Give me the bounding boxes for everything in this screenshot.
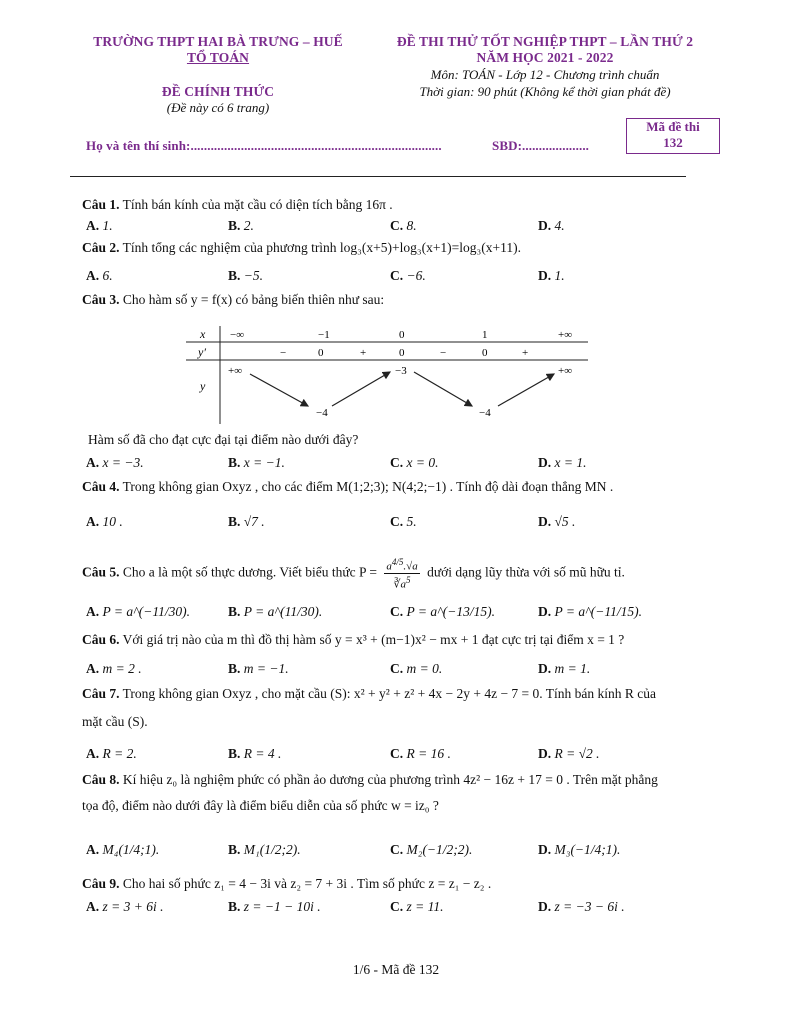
q5-options xyxy=(82,604,722,622)
q2-option-c[interactable]: C. −6. xyxy=(390,268,426,283)
exam-code-value: 132 xyxy=(663,135,683,150)
q9-option-c[interactable]: C. z = 11. xyxy=(390,899,444,914)
vt-x1: −1 xyxy=(318,329,330,341)
q6-option-a[interactable]: A. m = 2 . xyxy=(86,661,142,676)
vt-x-label: x xyxy=(200,327,206,341)
vt-yp-label: y′ xyxy=(198,345,206,359)
q6-options xyxy=(82,661,722,679)
question-5: Câu 5. Cho a là một số thực dương. Viết biểu thức P = $\frac{a^{4/5}.√a}{∛a^5}$ dưới dạng lũy thừa với số mũ hữu tỉ. xyxy=(82,557,625,591)
q7-option-c[interactable]: C. R = 16 . xyxy=(390,746,451,761)
official-label: ĐỀ CHÍNH THỨC xyxy=(161,84,275,99)
q7-option-a[interactable]: A. R = 2. xyxy=(86,746,137,761)
student-name-field: Họ và tên thí sinh:........................................................................... xyxy=(86,138,442,153)
question-3-followup: Hàm số đã cho đạt cực đại tại điểm nào dưới đây? xyxy=(88,432,359,447)
vt-y3: −4 xyxy=(479,407,491,419)
q2-option-a[interactable]: A. 6. xyxy=(86,268,113,283)
question-8: Câu 8. Kí hiệu z₀ là nghiệm phức có phần ảo dương của phương trình 4z² − 16z + 17 = 0 . Trên mặt phẳng xyxy=(82,772,658,787)
q3-option-c[interactable]: C. x = 0. xyxy=(390,455,439,470)
q3-option-d[interactable]: D. x = 1. xyxy=(538,455,587,470)
q9-option-d[interactable]: D. z = −3 − 6i . xyxy=(538,899,625,914)
exam-code-box xyxy=(626,118,720,154)
q9-option-b[interactable]: B. z = −1 − 10i . xyxy=(228,899,321,914)
q6-option-b[interactable]: B. m = −1. xyxy=(228,661,289,676)
question-2: Câu 2. Tính tổng các nghiệm của phương trình log₃(x+5)+log₃(x+1)=log₃(x+11). xyxy=(82,240,521,255)
school-year: NĂM HỌC 2021 - 2022 xyxy=(476,50,614,65)
q4-options xyxy=(82,514,722,532)
q8-option-a[interactable]: A. M₄(1/4;1). xyxy=(86,842,160,857)
vt-arrow-down-1 xyxy=(250,374,308,406)
vt-sign-6: + xyxy=(522,347,529,359)
exam-code-label: Mã đề thi xyxy=(646,119,700,134)
q2-options xyxy=(82,268,722,286)
header-divider xyxy=(70,176,686,177)
q8-options xyxy=(82,842,722,860)
vt-y2: −3 xyxy=(395,365,407,377)
q1-options xyxy=(82,218,722,236)
q5-option-a[interactable]: A. P = a^(−11/30). xyxy=(86,604,191,619)
vt-x0: −∞ xyxy=(230,329,245,341)
q3-options xyxy=(82,455,722,473)
vt-y0: +∞ xyxy=(228,365,243,377)
vt-sign-1: 0 xyxy=(318,347,324,359)
q4-option-b[interactable]: B. √7 . xyxy=(228,514,265,529)
q2-option-b[interactable]: B. −5. xyxy=(228,268,264,283)
vt-sign-0: − xyxy=(280,347,287,359)
q8-option-b[interactable]: B. M₁(1/2;2). xyxy=(228,842,301,857)
q7-option-b[interactable]: B. R = 4 . xyxy=(228,746,282,761)
q7-options xyxy=(82,746,722,764)
question-7: Câu 7. Trong không gian Oxyz , cho mặt cầu (S): x² + y² + z² + 4x − 2y + 4z − 7 = 0. Tính bán kính R của xyxy=(82,686,657,701)
q5-option-c[interactable]: C. P = a^(−13/15). xyxy=(390,604,496,619)
question-3: Câu 3. Cho hàm số y = f(x) có bảng biến thiên như sau: xyxy=(82,292,385,307)
vt-x4: +∞ xyxy=(558,329,573,341)
page-footer: 1/6 - Mã đề 132 xyxy=(352,962,440,977)
vt-arrow-up-1 xyxy=(332,372,390,406)
q7-option-d[interactable]: D. R = √2 . xyxy=(538,746,600,761)
vt-y1: −4 xyxy=(316,407,328,419)
question-7-line2: mặt cầu (S). xyxy=(82,714,148,729)
sbd-field: SBD:.................... xyxy=(492,138,590,153)
vt-x3: 1 xyxy=(482,329,488,341)
vt-x2: 0 xyxy=(399,329,405,341)
vt-y4: +∞ xyxy=(558,365,573,377)
q1-option-a[interactable]: A. 1. xyxy=(86,218,113,233)
q9-option-a[interactable]: A. z = 3 + 6i . xyxy=(86,899,164,914)
question-1: Câu 1. Tính bán kính của mặt cầu có diện tích bằng 16π . xyxy=(82,197,393,212)
q4-option-a[interactable]: A. 10 . xyxy=(86,514,123,529)
school-name: TRƯỜNG THPT HAI BÀ TRƯNG – HUẾ xyxy=(93,34,343,49)
q9-options xyxy=(82,899,722,917)
question-8-line2: tọa độ, điểm nào dưới đây là điểm biểu diễn của số phức w = iz₀ ? xyxy=(82,798,439,813)
vt-y-label: y xyxy=(200,379,206,393)
q5-option-b[interactable]: B. P = a^(11/30). xyxy=(228,604,323,619)
department-name: TỔ TOÁN xyxy=(186,50,250,65)
question-6: Câu 6. Với giá trị nào của m thì đồ thị hàm số y = x³ + (m−1)x² − mx + 1 đạt cực trị tại điểm x = 1 ? xyxy=(82,632,625,647)
q3-option-a[interactable]: A. x = −3. xyxy=(86,455,144,470)
q8-option-c[interactable]: C. M₂(−1/2;2). xyxy=(390,842,473,857)
q4-option-d[interactable]: D. √5 . xyxy=(538,514,576,529)
vt-sign-2: + xyxy=(360,347,367,359)
variation-table xyxy=(186,326,590,426)
q2-option-d[interactable]: D. 1. xyxy=(538,268,565,283)
question-9: Câu 9. Cho hai số phức z₁ = 4 − 3i và z₂ = 7 + 3i . Tìm số phức z = z₁ − z₂ . xyxy=(82,876,492,891)
q6-option-d[interactable]: D. m = 1. xyxy=(538,661,591,676)
question-4: Câu 4. Trong không gian Oxyz , cho các điểm M(1;2;3); N(4;2;−1) . Tính độ dài đoạn thẳng MN . xyxy=(82,479,614,494)
q3-option-b[interactable]: B. x = −1. xyxy=(228,455,285,470)
q5-option-d[interactable]: D. P = a^(−11/15). xyxy=(538,604,643,619)
vt-sign-5: 0 xyxy=(482,347,488,359)
q5-expression: $\frac{a^{4/5}.√a}{∛a^5}$ xyxy=(386,557,418,591)
exam-title: ĐỀ THI THỬ TỐT NGHIỆP THPT – LẦN THỨ 2 xyxy=(396,34,694,49)
subject-line: Môn: TOÁN - Lớp 12 - Chương trình chuẩn xyxy=(430,67,660,82)
vt-sign-4: − xyxy=(440,347,447,359)
q8-option-d[interactable]: D. M₃(−1/4;1). xyxy=(538,842,621,857)
q1-option-d[interactable]: D. 4. xyxy=(538,218,565,233)
vt-arrow-down-2 xyxy=(414,372,472,406)
pages-note: (Đề này có 6 trang) xyxy=(166,100,270,115)
time-line: Thời gian: 90 phút (Không kể thời gian phát đề) xyxy=(419,84,671,99)
vt-sign-3: 0 xyxy=(399,347,405,359)
q1-option-c[interactable]: C. 8. xyxy=(390,218,417,233)
q1-option-b[interactable]: B. 2. xyxy=(228,218,254,233)
q4-option-c[interactable]: C. 5. xyxy=(390,514,417,529)
vt-arrow-up-2 xyxy=(498,374,554,406)
q6-option-c[interactable]: C. m = 0. xyxy=(390,661,443,676)
